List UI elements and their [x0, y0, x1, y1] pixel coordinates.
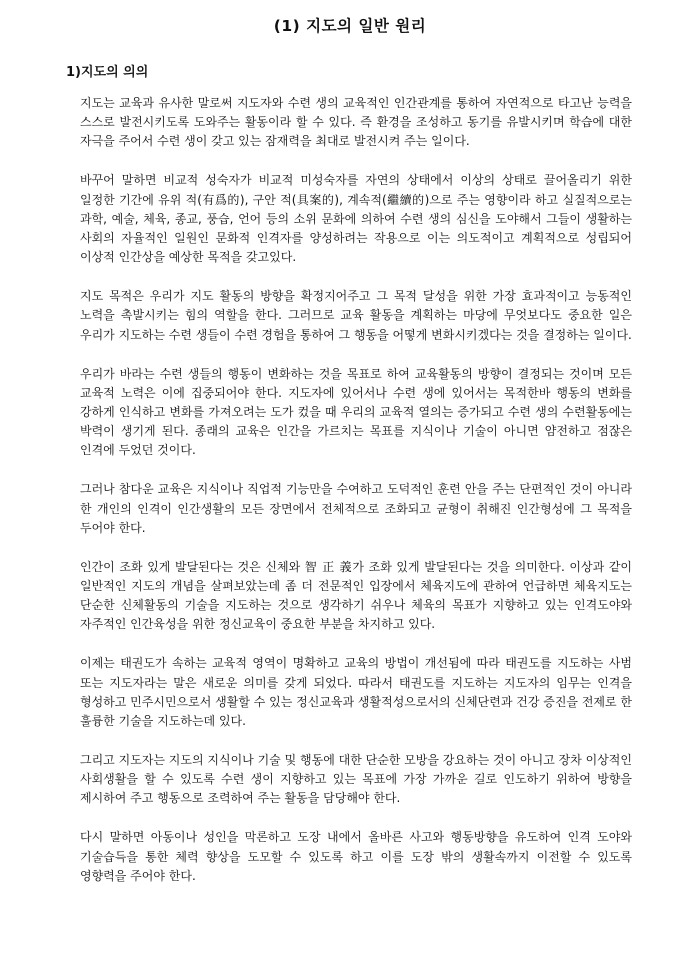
section-heading: 1)지도의 의의 — [66, 65, 149, 80]
paragraph-2: 바꾸어 말하면 비교적 성숙자가 비교적 미성숙자를 자연의 상태에서 이상의 상태로 끌어올리기 위한 일정한 기간에 유위 적(有爲的), 구안 적(具案的), 계속적(繼續的)으로 주는 영향이라 하고 실질적으로는 과학, 예술, 체육, 종교, 풍습, 언어 등의 소위 문화에 의하여 수련 생의 심신을 도야해서 그들이 생활하는 사회의 자율적인 일원인 문화적 인격자를 양성하려는 작용으로 이는 의도적이고 계획적으로 성립되어 이상적 인간상을 예상한 목적을 갖고있다. — [80, 173, 632, 265]
paragraph-1: 지도는 교육과 유사한 말로써 지도자와 수련 생의 교육적인 인간관계를 통하여 자연적으로 타고난 능력을 스스로 발전시키도록 도와주는 활동이라 할 수 있다. 즉 환경을 조성하고 동기를 유발시키며 학습에 대한 자극을 주어서 수련 생이 갖고 있는 잠재력을 최대로 발전시켜 주는 일이다. — [80, 96, 632, 149]
body-text — [80, 94, 632, 906]
paragraph-6: 인간이 조화 있게 발달된다는 것은 신체와 智 正 義가 조화 있게 발달된다는 것을 의미한다. 이상과 같이 일반적인 지도의 개념을 살펴보았는데 좀 더 전문적인 입장에서 체육지도에 관하여 언급하면 체육지도는 단순한 신체활동의 기술을 지도하는 것으로 생각하기 쉬우나 체육의 목표가 지향하고 있는 인격도야와 자주적인 인간육성을 위한 정신교육이 중요한 부분을 차지하고 있다. — [80, 559, 632, 632]
paragraph-7: 이제는 태권도가 속하는 교육적 영역이 명확하고 교육의 방법이 개선됨에 따라 태권도를 지도하는 사범 또는 지도자라는 말은 새로운 의미를 갖게 되었다. 따라서 태권도를 지도하는 지도자의 임무는 인격을 형성하고 민주시민으로서 생활할 수 있는 정신교육과 생활적성으로서의 신체단련과 건강 증진을 전제로 한 훌륭한 기술을 지도하는데 있다. — [80, 656, 633, 729]
page-title: (1) 지도의 일반 원리 — [273, 17, 427, 35]
paragraph-3: 지도 목적은 우리가 지도 활동의 방향을 확정지어주고 그 목적 달성을 위한 가장 효과적이고 능동적인 노력을 촉발시키는 힘의 역할을 한다. 그러므로 교육 활동을 계획하는 마당에 무엇보다도 중요한 일은 우리가 지도하는 수련 생들이 수련 경험을 통하여 그 행동을 어떻게 변화시키겠다는 것을 결정하는 일이다. — [80, 289, 632, 342]
paragraph-5: 그러나 참다운 교육은 지식이나 직업적 기능만을 수여하고 도덕적인 훈련 안을 주는 단편적인 것이 아니라 한 개인의 인격이 인간생활의 모든 장면에서 전체적으로 조화되고 균형이 취해진 인간형성에 그 목적을 두어야 한다. — [80, 482, 632, 535]
paragraph-8: 그리고 지도자는 지도의 지식이나 기술 및 행동에 대한 단순한 모방을 강요하는 것이 아니고 장차 이상적인 사회생활을 할 수 있도록 수련 생이 지향하고 있는 목표에 가장 가까운 길로 인도하기 위하여 방향을 제시하여 주고 행동으로 조력하여 주는 활동을 담당해야 한다. — [80, 753, 632, 806]
paragraph-9: 다시 말하면 아동이나 성인을 막론하고 도장 내에서 올바른 사고와 행동방향을 유도하여 인격 도야와 기술습득을 통한 체력 향상을 도모할 수 있도록 하고 이를 도장 밖의 생활속까지 이전할 수 있도록 영향력을 주어야 한다. — [80, 830, 632, 883]
paragraph-4: 우리가 바라는 수련 생들의 행동이 변화하는 것을 목표로 하여 교육활동의 방향이 결정되는 것이며 모든 교육적 노력은 이에 집중되어야 한다. 지도자에 있어서나 수련 생에 있어서는 목적한바 행동의 변화를 강하게 인식하고 변화를 가져오려는 도가 컸을 때 우리의 교육적 열의는 증가되고 수련 생의 수련활동에는 박력이 생기게 된다. 종래의 교육은 인간을 가르치는 목표를 지식이나 기술이 아니면 얌전하고 점잖은 인격에 두었던 것이다. — [80, 366, 632, 458]
